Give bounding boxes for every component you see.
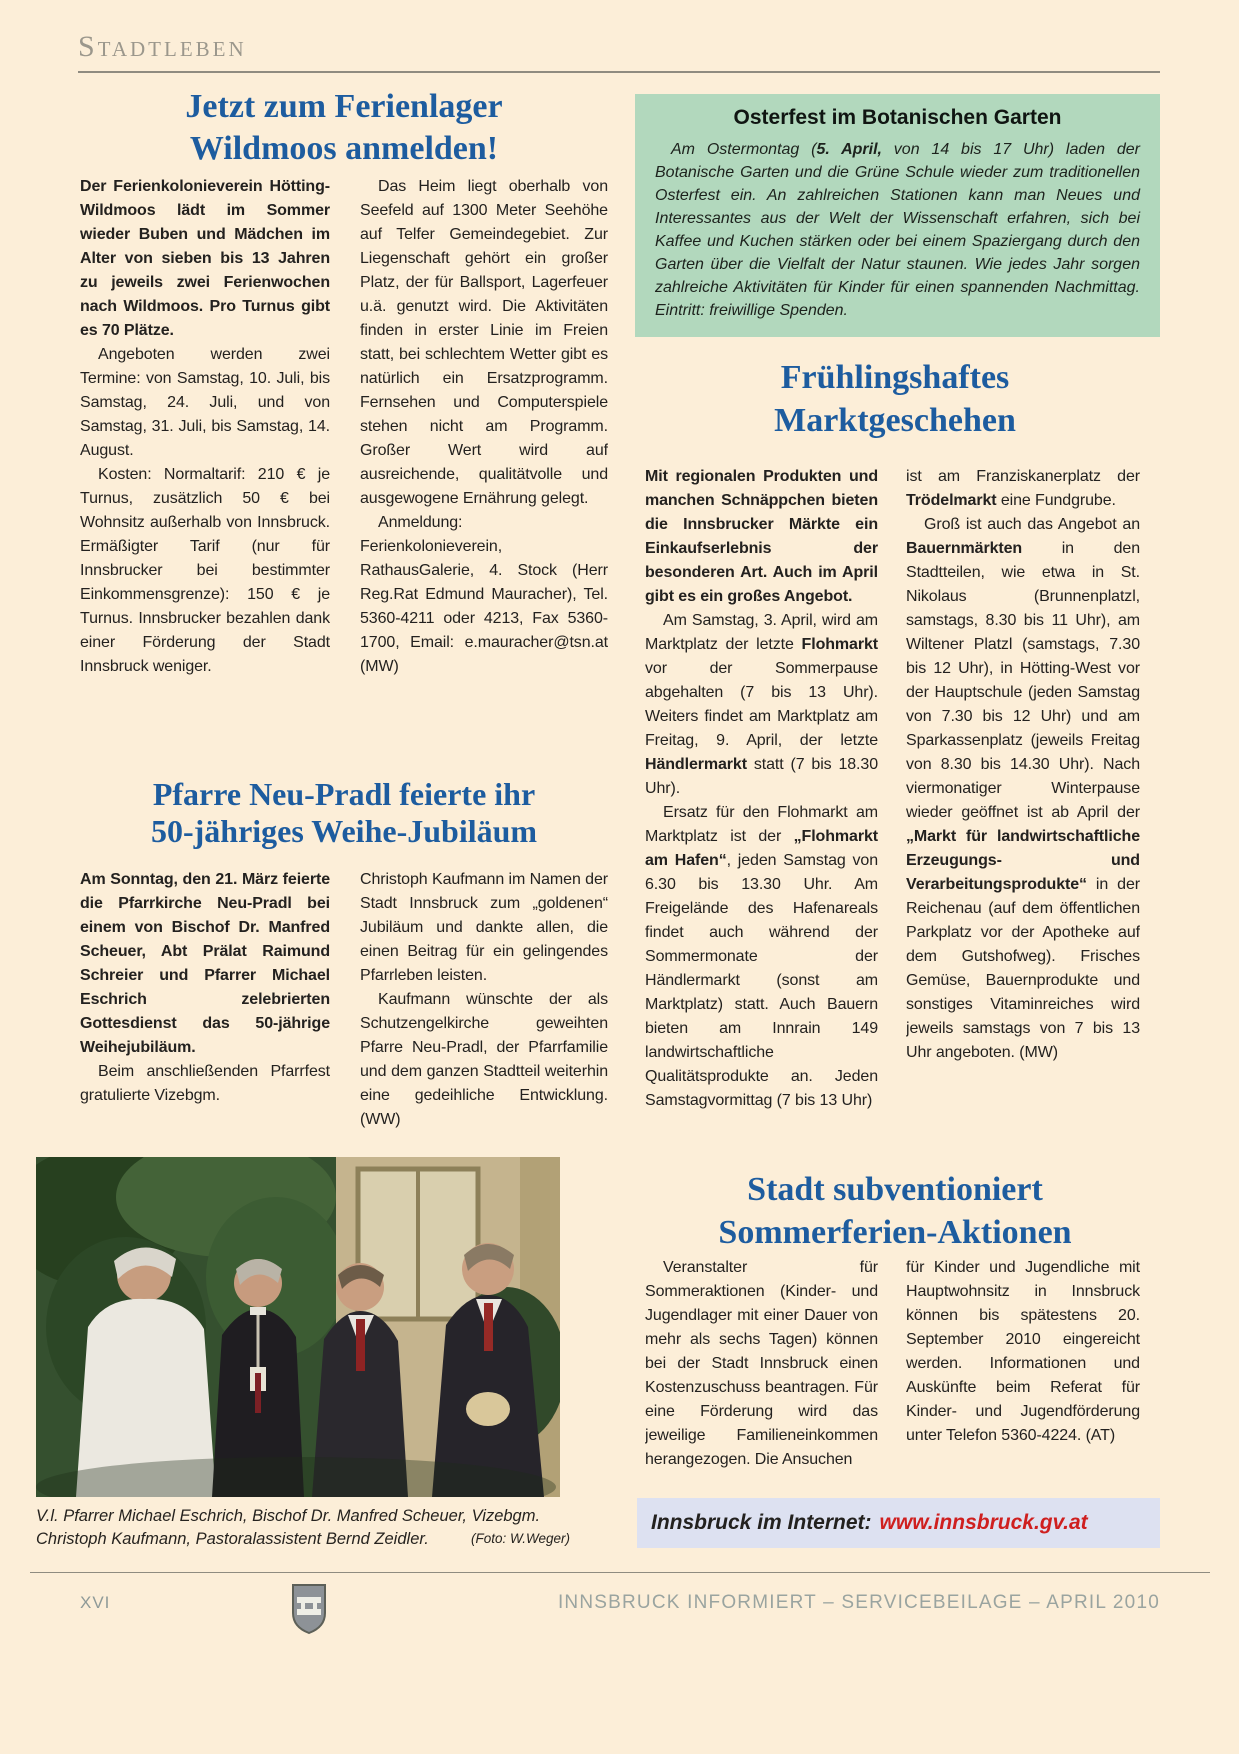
text-run: in den Stadtteilen, wie etwa in St. Nikolaus (Brunnenplatzl, samstags, 8.30 bis 11 Uhr), am Wiltener Platzl (samstags, 7.30 bis 12 Uhr), in Hötting-West vor der Hauptschule (jeden Samstag von 7.30 bis 12 Uhr) und am Sparkassenplatz (jeweils Freitag von 8.30 bis 14.30 Uhr). Nach viermonatiger Winterpause wieder geöffnet ist ab April der — [906, 540, 1140, 821]
text-run: Groß ist auch das Angebot an — [924, 516, 1140, 533]
paragraph — [906, 465, 1140, 513]
internet-box-label: Innsbruck im Internet: — [651, 1511, 872, 1534]
article-ferienlager-column-1 — [80, 175, 330, 775]
headline-line: Pfarre Neu-Pradl feierte ihr — [152, 776, 536, 812]
paragraph — [360, 988, 608, 1132]
text-run: Flohmarkt — [801, 636, 878, 653]
paragraph — [906, 1256, 1140, 1448]
article-marktgeschehen-column-2 — [906, 465, 1140, 1165]
article-pfarre-column-1 — [80, 868, 330, 1156]
paragraph — [655, 138, 1140, 322]
text-run: Trödelmarkt — [906, 492, 997, 509]
paragraph — [80, 343, 330, 463]
paragraph — [360, 511, 608, 679]
text-run: Kaufmann wünschte der als Schutzengelkirche geweihten Pfarre Neu-Pradl, der Pfarrfamilie und dem ganzen Stadtteil weiterhin eine gedeihliche Entwicklung. (WW) — [360, 991, 608, 1128]
paragraph — [80, 868, 330, 1060]
paragraph — [645, 1256, 878, 1472]
paragraph — [645, 465, 878, 609]
footer-rule — [30, 1572, 1210, 1573]
paragraph — [360, 868, 608, 988]
text-run: Händlermarkt — [645, 756, 747, 773]
paragraph — [360, 175, 608, 511]
text-run: Mit regionalen Produkten und manchen Schnäppchen bieten die Innsbrucker Märkte ein Einkaufserlebnis der besonderen Art. Auch im April gibt es ein großes Angebot. — [645, 468, 878, 605]
text-run: Am Sonntag, den 21. März feierte die Pfarrkirche Neu-Pradl bei einem von Bischof Dr. Manfred Scheuer, Abt Prälat Raimund Schreier und Pfarrer Michael Eschrich zelebrierten Gottesdienst das 50-jährige Weihejubiläum. — [80, 871, 330, 1056]
headline-line: Frühlingshaftes — [780, 359, 1010, 396]
paragraph — [645, 609, 878, 801]
photo-illustration — [36, 1157, 560, 1497]
text-run: Ersatz für den Flohmarkt am Marktplatz ist der — [645, 804, 878, 845]
text-run: vor der Sommerpause abgehalten (7 bis 13 Uhr). Weiters findet am Marktplatz am Freitag, 9. April, der letzte — [645, 660, 878, 749]
paragraph — [645, 801, 878, 1113]
text-run: Christoph Kaufmann im Namen der Stadt Innsbruck zum „goldenen“ Jubiläum und dankte allen, die einen Beitrag für ein gelingendes Pfarrleben leisten. — [360, 871, 608, 984]
text-run: eine Fundgrube. — [996, 492, 1116, 509]
text-run: statt (7 bis 18.30 Uhr). — [645, 756, 878, 797]
footer-publication-text: INNSBRUCK INFORMIERT – SERVICEBEILAGE – APRIL 2010 — [557, 1592, 1160, 1613]
text-run: Das Heim liegt oberhalb von Seefeld auf 1300 Meter Seehöhe auf Telfer Gemeindegebiet. Zur Liegenschaft gehört ein großer Platz, der für Ballsport, Lagerfeuer u.ä. genutzt wird. Die Aktivitäten finden in erster Linie im Freien statt, bei schlechtem Wetter gibt es natürlich ein Ersatzprogramm. Fernsehen und Computerspiele stehen nicht am Programm. Großer Wert wird auf ausreichende, qualitätvolle und ausgewogene Ernährung gelegt. — [360, 178, 608, 507]
text-run: 5. April, — [816, 141, 882, 158]
osterfest-info-box — [635, 94, 1160, 337]
headline-line: Marktgeschehen — [774, 402, 1016, 439]
section-divider-rule — [78, 71, 1160, 73]
article-marktgeschehen-headline — [640, 356, 1150, 442]
text-run: Veranstalter für Sommeraktionen (Kinder- und Jugendlager mit einer Dauer von mehr als sechs Tagen) können bei der Stadt Innsbruck einen Kostenzuschuss beantragen. Für eine Förderung wird das jeweilige Familieneinkommen herangezogen. Die Ansuchen — [645, 1259, 878, 1468]
internet-info-box — [637, 1498, 1160, 1548]
headline-line: 50-jähriges Weihe-Jubiläum — [150, 813, 538, 849]
article-marktgeschehen-column-1 — [645, 465, 878, 1165]
text-run: Der Ferienkolonieverein Hötting-Wildmoos lädt im Sommer wieder Buben und Mädchen im Alter von sieben bis 13 Jahren zu jeweils zwei Ferienwochen nach Wildmoos. Pro Turnus gibt es 70 Plätze. — [80, 178, 330, 339]
headline-line: Wildmoos anmelden! — [189, 130, 499, 167]
article-pfarre-column-2 — [360, 868, 608, 1156]
headline-line: Sommerferien-Aktionen — [718, 1214, 1072, 1251]
text-run: von 14 bis 17 Uhr) laden der Botanische Garten und die Grüne Schule wieder zum traditionellen Osterfest ein. An zahlreichen Stationen kann man Neues und Interessantes aus der Welt der Wissenschaft erfahren, sich bei Kaffee und Kuchen stärken oder bei einem Spaziergang durch den Garten über die Vielfalt der Natur staunen. Wie jedes Jahr sorgen zahlreiche Aktivitäten für Kinder für einen spannenden Nachmittag. Eintritt: freiwillige Spenden. — [655, 141, 1141, 319]
section-label: Stadtleben — [78, 30, 247, 63]
article-pfarre-headline — [85, 776, 603, 850]
osterfest-body — [655, 138, 1140, 322]
text-run: Angeboten werden zwei Termine: von Samstag, 10. Juli, bis Samstag, 24. Juli, und von Samstag, 31. Juli, bis Samstag, 14. August. — [80, 346, 330, 459]
paragraph — [906, 513, 1140, 1065]
article-ferienlager-headline — [85, 86, 603, 170]
text-run: „Markt für landwirtschaftliche Erzeugungs- und Verarbeitungsprodukte“ — [906, 828, 1140, 893]
text-run: für Kinder und Jugendliche mit Hauptwohnsitz in Innsbruck können bis spätestens 20. September 2010 eingereicht werden. Informationen und Auskünfte beim Referat für Kinder- und Jugendförderung unter Telefon 5360-4224. (AT) — [906, 1259, 1140, 1444]
text-run: „Flohmarkt am Hafen“ — [645, 828, 878, 869]
internet-url-link[interactable]: www.innsbruck.gv.at — [879, 1511, 1088, 1534]
article-ferienlager-column-2 — [360, 175, 608, 795]
photo-clergy-group — [36, 1157, 560, 1497]
photo-credit: (Foto: W.Weger) — [470, 1531, 570, 1546]
text-run: Beim anschließenden Pfarrfest gratulierte Vizebgm. — [80, 1063, 330, 1104]
text-run: Anmeldung: Ferienkolonieverein, RathausGalerie, 4. Stock (Herr Reg.Rat Edmund Mauracher), Tel. 5360-4211 oder 4213, Fax 5360-1700, Email: e.mauracher@tsn.at (MW) — [360, 514, 608, 675]
text-run: Kosten: Normaltarif: 210 € je Turnus, zusätzlich 50 € bei Wohnsitz außerhalb von Innsbruck. Ermäßigter Tarif (nur für Innsbrucker bei bestimmter Einkommensgrenze): 150 € je Turnus. Innsbrucker bezahlen dank einer Förderung der Stadt Innsbruck weniger. — [80, 466, 330, 675]
text-run: , jeden Samstag von 6.30 bis 13.30 Uhr. Am Freigelände des Hafenareals findet auch während der Sommermonate der Händlermarkt (sonst am Marktplatz) statt. Auch Bauern bieten am Innrain 149 landwirtschaftliche Qualitätsprodukte an. Jeden Samstagvormittag (7 bis 13 Uhr) — [645, 852, 878, 1109]
text-run: Am Ostermontag ( — [671, 141, 817, 158]
headline-line: Stadt subventioniert — [747, 1171, 1043, 1208]
photo-caption — [36, 1505, 576, 1551]
paragraph — [80, 463, 330, 679]
article-sommerferien-headline — [640, 1168, 1150, 1254]
headline-line: Jetzt zum Ferienlager — [185, 88, 503, 125]
article-sommerferien-column-2 — [906, 1256, 1140, 1494]
text-run: in der Reichenau (auf dem öffentlichen Parkplatz vor der Apotheke auf dem Gutshofweg). Frisches Gemüse, Bauernprodukte und sonstiges Vitaminreiches wird jeweils samstags von 7 bis 13 Uhr angeboten. (MW) — [906, 876, 1140, 1061]
text-run: Bauernmärkten — [906, 540, 1023, 557]
paragraph — [80, 175, 330, 343]
article-sommerferien-column-1 — [645, 1256, 878, 1494]
osterfest-title: Osterfest im Botanischen Garten — [733, 106, 1062, 129]
paragraph — [80, 1060, 330, 1108]
innsbruck-coat-of-arms-icon — [291, 1583, 327, 1640]
photo-caption-text: V.l. Pfarrer Michael Eschrich, Bischof Dr. Manfred Scheuer, Vizebgm. Christoph Kaufmann, Pastoralassistent Bernd Zeidler. — [36, 1507, 541, 1548]
text-run: Am Samstag, 3. April, wird am Marktplatz der letzte — [645, 612, 878, 653]
text-run: ist am Franziskanerplatz der — [906, 468, 1140, 485]
footer-page-number: XVI — [80, 1593, 111, 1612]
